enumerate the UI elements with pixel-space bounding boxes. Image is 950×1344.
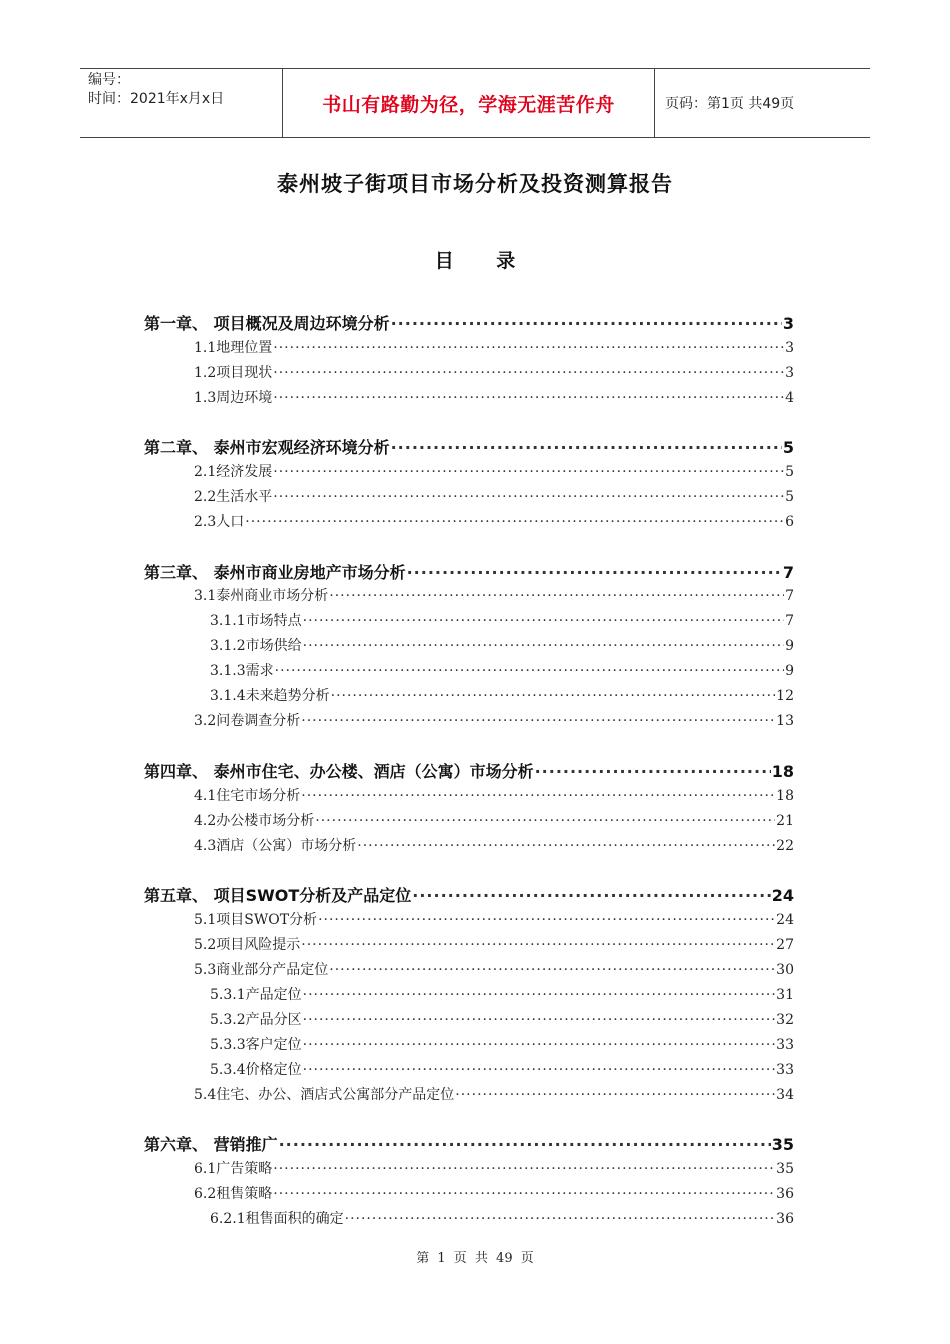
- toc-entry-text: 3.1.2市场供给: [210, 638, 302, 654]
- toc-entry-text: 第四章、 泰州市住宅、办公楼、酒店（公寓）市场分析: [144, 762, 534, 781]
- toc-page-number: 9: [785, 663, 794, 679]
- toc-entry-text: 4.2办公楼市场分析: [194, 813, 315, 829]
- toc-page-number: 35: [771, 1135, 794, 1154]
- toc-leader: [273, 464, 784, 480]
- toc-leader: [301, 788, 775, 804]
- header-motto: 书山有路勤为径，学海无涯苦作舟: [282, 69, 655, 137]
- toc-section[interactable]: [194, 810, 794, 830]
- toc-page-number: 35: [776, 1161, 794, 1177]
- toc-entry-text: 6.2.1租售面积的确定: [210, 1211, 344, 1227]
- document-date: 时间：2021年x月x日: [88, 91, 225, 107]
- toc-page-number: 33: [776, 1062, 794, 1078]
- toc-entry-text: 3.1.3需求: [210, 663, 274, 679]
- toc-section[interactable]: [194, 710, 794, 730]
- toc-chapter[interactable]: [144, 1132, 794, 1154]
- toc-subsection[interactable]: [210, 660, 794, 680]
- toc-leader: [273, 390, 784, 406]
- toc-entry-text: 1.2项目现状: [194, 365, 273, 381]
- toc-leader: [329, 588, 784, 604]
- toc-leader: [331, 688, 776, 704]
- toc-entry-text: 6.2租售策略: [194, 1186, 273, 1202]
- toc-subsection[interactable]: [210, 685, 794, 705]
- toc-page-number: 36: [776, 1211, 794, 1227]
- toc-page-number: 18: [776, 788, 794, 804]
- toc-subsection[interactable]: [210, 1059, 794, 1079]
- header-page-number: 页码：第1页 共49页: [665, 96, 795, 112]
- toc-page-number: 3: [782, 314, 794, 333]
- document-number-label: 编号：: [88, 72, 130, 88]
- toc-entry-text: 1.3周边环境: [194, 390, 273, 406]
- toc-entry-text: 2.3人口: [194, 514, 245, 530]
- toc-entry-text: 6.1广告策略: [194, 1161, 273, 1177]
- toc-entry-text: 1.1地理位置: [194, 340, 273, 356]
- toc-leader: [407, 563, 782, 582]
- toc-entry-text: 2.1经济发展: [194, 464, 273, 480]
- toc-page-number: 21: [776, 813, 794, 829]
- toc-page-number: 13: [776, 713, 794, 729]
- toc-leader: [245, 514, 784, 530]
- toc-page-number: 18: [771, 762, 794, 781]
- toc-section[interactable]: [194, 1158, 794, 1178]
- toc-section[interactable]: [194, 835, 794, 855]
- toc-page-number: 3: [785, 365, 794, 381]
- toc-entry-text: 5.3商业部分产品定位: [194, 962, 329, 978]
- toc-leader: [329, 962, 775, 978]
- toc-entry-text: 第六章、 营销推广: [144, 1135, 278, 1154]
- toc-subsection[interactable]: [210, 635, 794, 655]
- toc-leader: [303, 987, 776, 1003]
- toc-page-number: 6: [785, 514, 794, 530]
- toc-entry-text: 5.3.3客户定位: [210, 1037, 302, 1053]
- toc-chapter[interactable]: [144, 435, 794, 457]
- toc-page-number: 12: [776, 688, 794, 704]
- toc-page-number: 5: [782, 438, 794, 457]
- toc-chapter[interactable]: [144, 311, 794, 333]
- toc-section[interactable]: [194, 959, 794, 979]
- toc-section[interactable]: [194, 1084, 794, 1104]
- toc-entry-text: 5.4住宅、办公、酒店式公寓部分产品定位: [194, 1087, 455, 1103]
- toc-leader: [273, 340, 784, 356]
- toc-page-number: 33: [776, 1037, 794, 1053]
- toc-leader: [301, 937, 775, 953]
- toc-leader: [303, 638, 784, 654]
- toc-leader: [303, 613, 784, 629]
- toc-subsection[interactable]: [210, 610, 794, 630]
- toc-leader: [279, 1135, 771, 1154]
- page-footer: 第 1 页 共 49 页: [416, 1251, 534, 1266]
- toc-entry-text: 4.3酒店（公寓）市场分析: [194, 838, 357, 854]
- toc-chapter[interactable]: [144, 560, 794, 582]
- document-title: 泰州坡子街项目市场分析及投资测算报告: [277, 172, 673, 196]
- toc-leader: [345, 1211, 776, 1227]
- toc-leader: [273, 365, 784, 381]
- toc-page-number: 7: [782, 563, 794, 582]
- toc-leader: [303, 1037, 776, 1053]
- toc-entry-text: 3.2问卷调查分析: [194, 713, 301, 729]
- toc-section[interactable]: [194, 486, 794, 506]
- toc-chapter[interactable]: [144, 883, 794, 905]
- toc-page-number: 5: [785, 464, 794, 480]
- toc-section[interactable]: [194, 337, 794, 357]
- toc-section[interactable]: [194, 934, 794, 954]
- toc-page-number: 34: [776, 1087, 794, 1103]
- toc-leader: [535, 762, 771, 781]
- toc-section[interactable]: [194, 362, 794, 382]
- toc-entry-text: 第五章、 项目SWOT分析及产品定位: [144, 886, 412, 905]
- toc-chapter[interactable]: [144, 759, 794, 781]
- toc-page-number: 27: [776, 937, 794, 953]
- toc-page-number: 31: [776, 987, 794, 1003]
- toc-leader: [391, 314, 782, 333]
- toc-section[interactable]: [194, 909, 794, 929]
- toc-entry-text: 5.2项目风险提示: [194, 937, 301, 953]
- toc-subsection[interactable]: [210, 1009, 794, 1029]
- toc-entry-text: 5.3.2产品分区: [210, 1012, 302, 1028]
- toc-section[interactable]: [194, 387, 794, 407]
- toc-entry-text: 3.1.4未来趋势分析: [210, 688, 330, 704]
- toc-section[interactable]: [194, 585, 794, 605]
- toc-entry-text: 3.1.1市场特点: [210, 613, 302, 629]
- toc-leader: [357, 838, 775, 854]
- toc-page-number: 36: [776, 1186, 794, 1202]
- toc-heading: 目 录: [434, 250, 534, 272]
- toc-subsection[interactable]: [210, 1208, 794, 1228]
- toc-leader: [318, 912, 775, 928]
- toc-leader: [391, 438, 782, 457]
- toc-leader: [273, 1161, 775, 1177]
- toc-leader: [315, 813, 775, 829]
- toc-page-number: 32: [776, 1012, 794, 1028]
- toc-entry-text: 2.2生活水平: [194, 489, 273, 505]
- toc-section[interactable]: [194, 1183, 794, 1203]
- toc-entry-text: 4.1住宅市场分析: [194, 788, 301, 804]
- toc-section[interactable]: [194, 511, 794, 531]
- toc-leader: [455, 1087, 775, 1103]
- toc-leader: [301, 713, 775, 729]
- toc-section[interactable]: [194, 785, 794, 805]
- toc-leader: [275, 663, 784, 679]
- toc-leader: [303, 1062, 776, 1078]
- toc-entry-text: 第一章、 项目概况及周边环境分析: [144, 314, 390, 333]
- toc-entry-text: 第三章、 泰州市商业房地产市场分析: [144, 563, 406, 582]
- toc-entry-text: 第二章、 泰州市宏观经济环境分析: [144, 438, 390, 457]
- toc-entry-text: 5.3.4价格定位: [210, 1062, 302, 1078]
- toc-leader: [273, 489, 784, 505]
- toc-entry-text: 3.1泰州商业市场分析: [194, 588, 329, 604]
- toc-subsection[interactable]: [210, 984, 794, 1004]
- toc-entry-text: 5.3.1产品定位: [210, 987, 302, 1003]
- toc-leader: [412, 886, 770, 905]
- toc-subsection[interactable]: [210, 1034, 794, 1054]
- toc-page-number: 9: [785, 638, 794, 654]
- toc-page-number: 3: [785, 340, 794, 356]
- toc-leader: [303, 1012, 776, 1028]
- toc-page-number: 5: [785, 489, 794, 505]
- toc-entry-text: 5.1项目SWOT分析: [194, 912, 318, 928]
- toc-page-number: 7: [785, 613, 794, 629]
- toc-page-number: 22: [776, 838, 794, 854]
- toc-page-number: 30: [776, 962, 794, 978]
- toc-page-number: 24: [776, 912, 794, 928]
- toc-section[interactable]: [194, 461, 794, 481]
- toc-page-number: 24: [771, 886, 794, 905]
- toc-leader: [273, 1186, 775, 1202]
- toc-page-number: 4: [785, 390, 794, 406]
- toc-page-number: 7: [785, 588, 794, 604]
